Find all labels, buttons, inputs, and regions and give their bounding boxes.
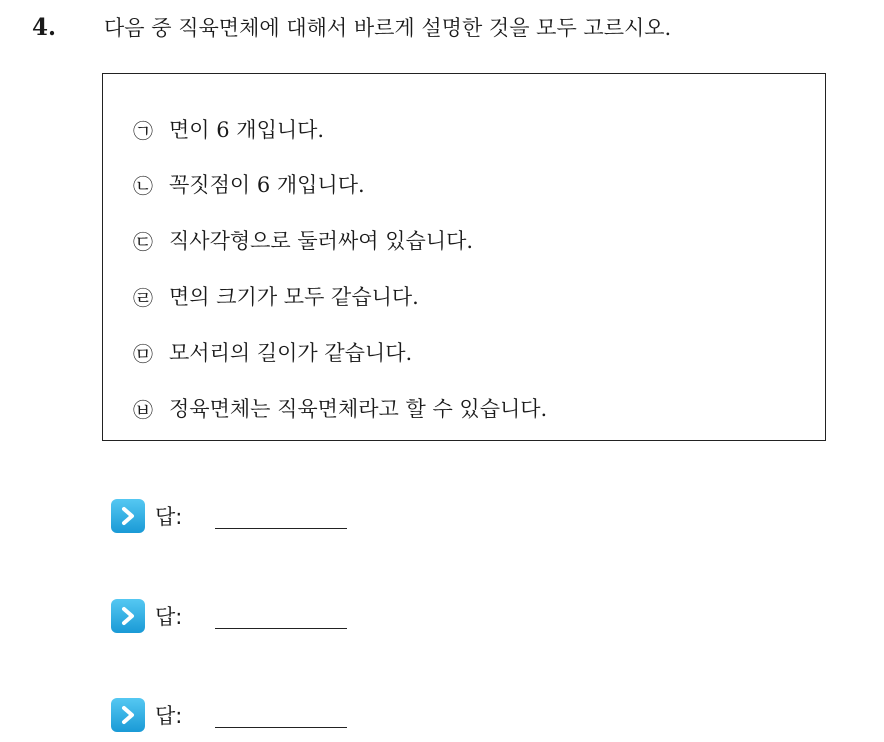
choice-text: 면이 6 개입니다.: [169, 118, 325, 142]
answer-label: 답:: [155, 605, 183, 629]
choice-text: 꼭짓점이 6 개입니다.: [169, 173, 365, 197]
choice-box: [102, 73, 826, 441]
question-number: 4.: [32, 14, 57, 41]
choice-text: 직사각형으로 둘러싸여 있습니다.: [169, 229, 474, 253]
choice-item-6: [133, 390, 547, 426]
choice-item-1: [133, 111, 324, 147]
choice-item-5: [133, 334, 412, 370]
choice-text: 면의 크기가 모두 같습니다.: [169, 285, 419, 309]
chevron-right-icon: [111, 599, 145, 633]
choice-mark: ㉥: [133, 397, 153, 422]
choice-mark: ㉢: [133, 229, 153, 254]
choice-mark: ㉤: [133, 341, 153, 366]
chevron-right-icon: [111, 698, 145, 732]
answer-row-2: [111, 598, 192, 634]
answer-label: 답:: [155, 704, 183, 728]
answer-label: 답:: [155, 505, 183, 529]
choice-item-3: [133, 222, 473, 258]
choice-mark: ㉡: [133, 173, 153, 198]
choice-mark: ㉠: [133, 118, 153, 143]
answer-blank[interactable]: [215, 628, 347, 629]
question-text: 다음 중 직육면체에 대해서 바르게 설명한 것을 모두 고르시오.: [104, 16, 672, 40]
chevron-right-icon: [111, 499, 145, 533]
answer-blank[interactable]: [215, 528, 347, 529]
answer-blank[interactable]: [215, 727, 347, 728]
choice-item-4: [133, 278, 419, 314]
choice-mark: ㉣: [133, 285, 153, 310]
choice-text: 모서리의 길이가 같습니다.: [169, 341, 413, 365]
answer-row-3: [111, 697, 192, 733]
choice-text: 정육면체는 직육면체라고 할 수 있습니다.: [169, 397, 548, 421]
answer-row-1: [111, 498, 192, 534]
choice-item-2: [133, 166, 365, 202]
